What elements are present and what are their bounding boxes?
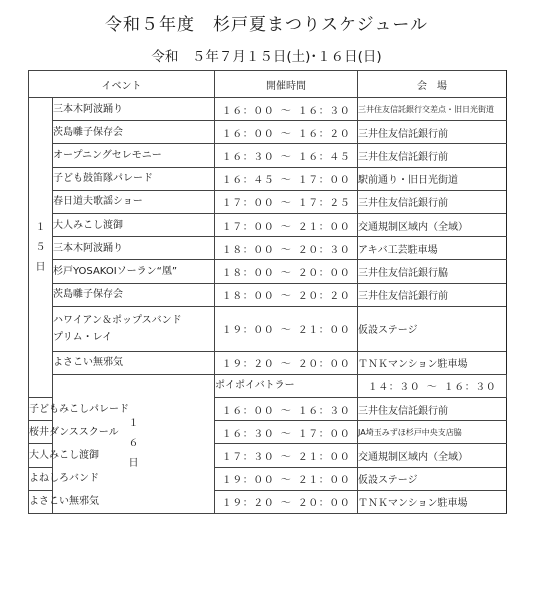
- event-time: １９：００ ～ ２１：００: [215, 467, 358, 490]
- event-name-line1: ハワイアン＆ポップスバンド: [53, 314, 182, 326]
- event-name: 茨島囃子保存会: [53, 121, 215, 144]
- event-venue: 三井住友信託銀行前: [358, 144, 507, 167]
- event-time: １６：４５ ～ １７：００: [215, 167, 358, 190]
- table-row: [29, 374, 507, 397]
- event-venue: 三井住友信託銀行交差点・旧日光街道: [358, 98, 507, 121]
- event-name: よさこい無邪気: [53, 351, 215, 374]
- table-header-row: [29, 71, 507, 98]
- event-venue: 三井住友信託銀行脇: [358, 260, 507, 283]
- event-time: １６：３０ ～ １６：４５: [215, 144, 358, 167]
- page-subtitle: 令和 ５年７月１５日(土)･１６日(日): [151, 49, 382, 65]
- event-venue: 仮設ステージ: [358, 467, 507, 490]
- table-row: [29, 351, 507, 374]
- event-name: 三本木阿波踊り: [53, 98, 215, 121]
- event-venue: ＴＮＫマンション駐車場: [358, 490, 507, 513]
- event-name: [53, 306, 215, 351]
- table-row: [29, 98, 507, 121]
- event-name-line2: プリム・レイ: [53, 331, 113, 343]
- event-time: １６：００ ～ １６：２０: [215, 121, 358, 144]
- event-name: 子どもみこしパレード: [29, 398, 53, 421]
- event-time: １９：２０ ～ ２０：００: [215, 351, 358, 374]
- table-row: [29, 167, 507, 190]
- event-name: 桜井ダンススクール: [29, 421, 53, 444]
- event-time: １７：００ ～ ２１：００: [215, 213, 358, 236]
- event-venue: 交通規制区域内（全域）: [358, 444, 507, 467]
- event-name: オープニングセレモニー: [53, 144, 215, 167]
- event-name: 大人みこし渡御: [53, 213, 215, 236]
- event-name: 茨島囃子保存会: [53, 283, 215, 306]
- table-row: [29, 260, 507, 283]
- event-name: 子ども鼓笛隊パレード: [53, 167, 215, 190]
- event-name: よねしろバンド: [29, 467, 53, 490]
- table-row: [29, 283, 507, 306]
- event-venue: 三井住友信託銀行前: [358, 121, 507, 144]
- event-time: １６：００ ～ １６：３０: [215, 398, 358, 421]
- event-time: １６：３０ ～ １７：００: [215, 421, 358, 444]
- schedule-table: [28, 70, 507, 514]
- event-name: 杉戸YOSAKOIソーラン“凰”: [53, 260, 215, 283]
- event-venue: ＴＮＫマンション駐車場: [358, 351, 507, 374]
- event-time: １８：００ ～ ２０：２０: [215, 283, 358, 306]
- event-venue: JA埼玉みずほ杉戸中央支店脇: [358, 421, 507, 444]
- table-row: [29, 121, 507, 144]
- event-venue: 交通規制区域内（全域）: [358, 213, 507, 236]
- day-label-15: １５日: [29, 98, 53, 398]
- event-name: 大人みこし渡御: [29, 444, 53, 467]
- header-event: イベント: [29, 71, 215, 98]
- event-time: １７：３０ ～ ２１：００: [215, 444, 358, 467]
- page-title: 令和５年度 杉戸夏まつりスケジュール: [105, 15, 428, 35]
- event-venue: 三井住友信託銀行前: [358, 283, 507, 306]
- event-time: １６：００ ～ １６：３０: [215, 98, 358, 121]
- header-venue: 会 場: [358, 71, 507, 98]
- table-row: [29, 237, 507, 260]
- event-name: 春日道夫歌謡ショー: [53, 190, 215, 213]
- table-row: [29, 144, 507, 167]
- event-venue: 三井住友信託銀行前: [358, 190, 507, 213]
- event-time: １９：００ ～ ２１：００: [215, 306, 358, 351]
- event-venue: アキバ工芸駐車場: [358, 237, 507, 260]
- event-venue: 三井住友信託銀行前: [358, 398, 507, 421]
- table-row: [29, 306, 507, 351]
- event-venue: 駅前通り・旧日光街道: [358, 167, 507, 190]
- event-name: ポイポイバトラー: [215, 374, 358, 397]
- event-time: １９：２０ ～ ２０：００: [215, 490, 358, 513]
- event-time: １８：００ ～ ２０：００: [215, 260, 358, 283]
- event-time: １８：００ ～ ２０：３０: [215, 237, 358, 260]
- event-name: よさこい無邪気: [29, 490, 53, 513]
- event-time: １７：００ ～ １７：２５: [215, 190, 358, 213]
- table-row: [29, 190, 507, 213]
- event-name: 三本木阿波踊り: [53, 237, 215, 260]
- event-venue: 仮設ステージ: [358, 306, 507, 351]
- table-row: [29, 213, 507, 236]
- day-label-16: １６日: [53, 374, 215, 513]
- header-time: 開催時間: [215, 71, 358, 98]
- event-time: １４：３０ ～ １６：３０: [358, 374, 507, 397]
